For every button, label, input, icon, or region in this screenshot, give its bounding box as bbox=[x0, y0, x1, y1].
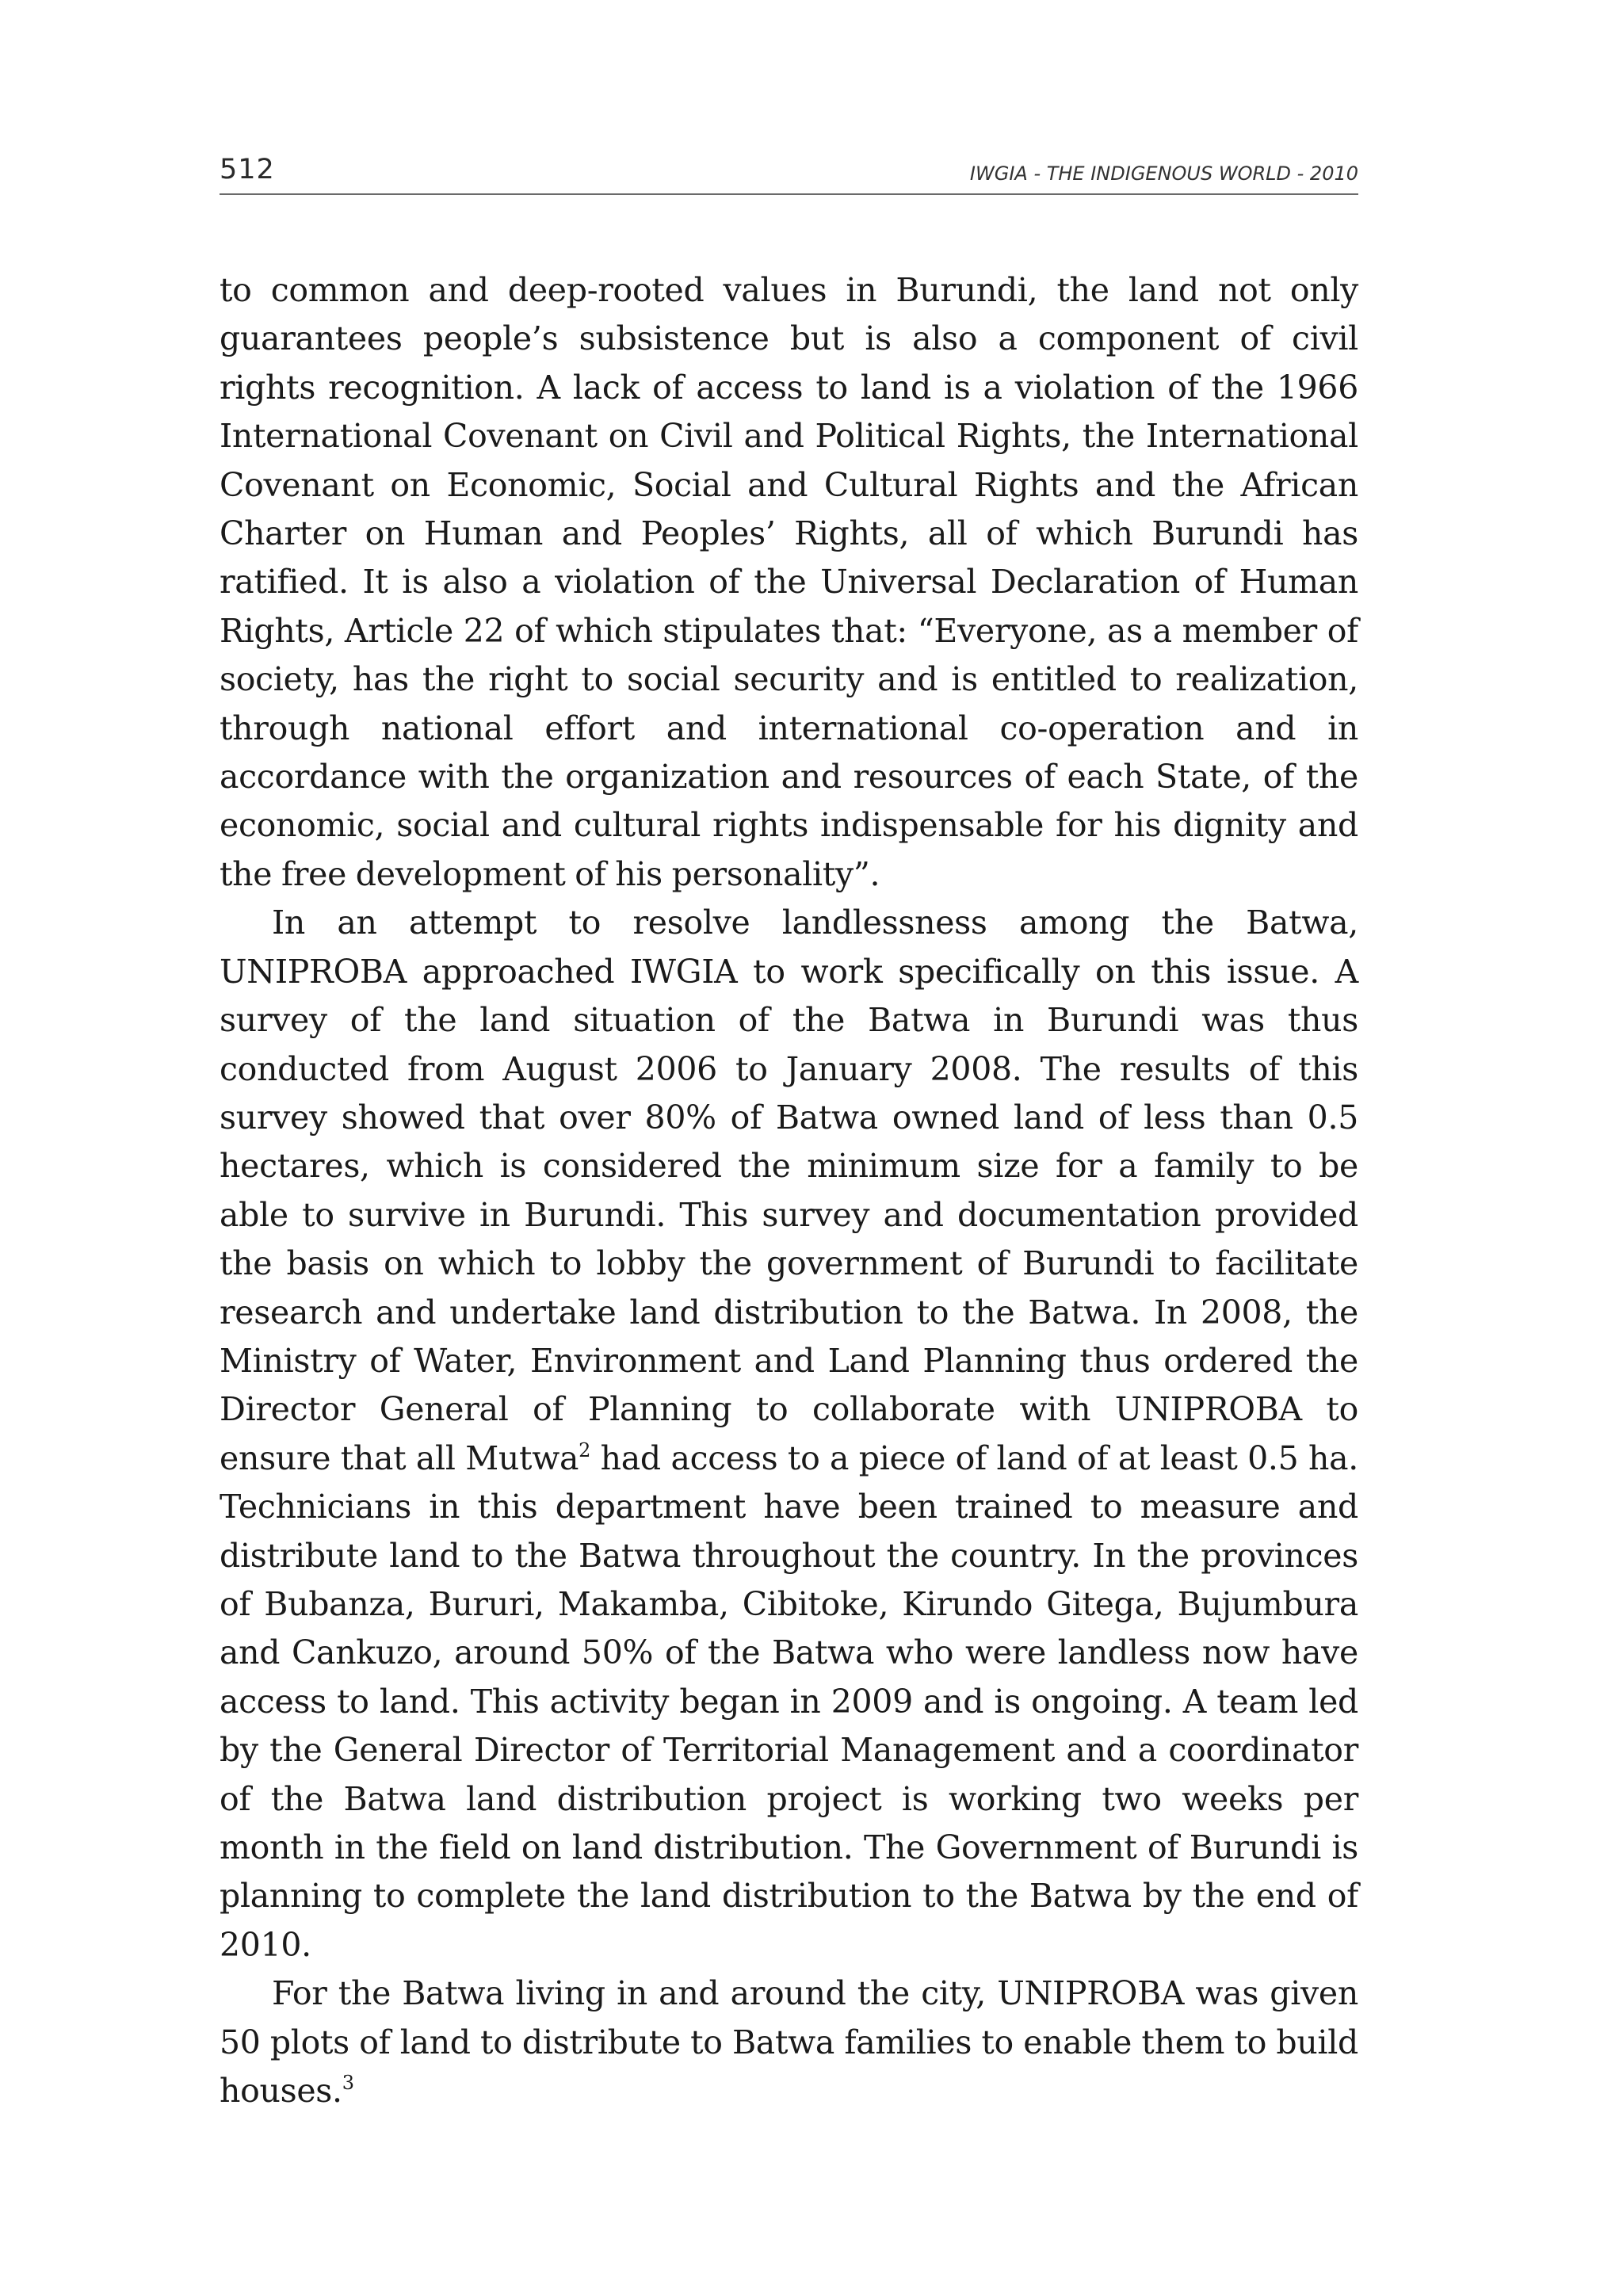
paragraph-text: In an attempt to resolve landlessness among the Batwa, UNIPROBA approached IWGIA to work specifically on this issue. A survey of the land situation of the Batwa in Burundi was thus conducted from August 2006 to January 2008. The results of this survey showed that over 80% of Batwa owned land of less than 0.5 hectares, which is considered the minimum size for a family to be able to survive in Burundi. This survey and documentation provided the basis on which to lobby the government of Burundi to facilitate research and undertake land distribution to the Batwa. In 2008, the Ministry of Water, Environment and Land Planning thus ordered the Director General of Planning to collaborate with UNIPROBA to ensure that all Mutwa bbox=[220, 904, 1358, 1477]
paragraph-text: had access to a piece of land of at least 0.5 ha. Technicians in this department have been trained to measure and distribute land to the Batwa throughout the country. In the provinces of Bubanza, Bururi, Makamba, Cibitoke, Kirundo Gitega, Bujumbura and Cankuzo, around 50% of the Batwa who were landless now have access to land. This activity began in 2009 and is ongoing. A team led by the General Director of Territorial Management and a coordinator of the Batwa land distribution project is working two weeks per month in the field on land distribution. The Government of Burundi is planning to complete the land distribution to the Batwa by the end of 2010. bbox=[220, 1438, 1358, 1964]
paragraph-city-plots bbox=[220, 1969, 1358, 2115]
running-header bbox=[220, 152, 1358, 195]
page-number: 512 bbox=[220, 154, 275, 185]
publication-title: IWGIA - THE INDIGENOUS WORLD - 2010 bbox=[969, 162, 1358, 185]
paragraph-land-survey bbox=[220, 899, 1358, 1969]
paragraph-text: to common and deep-rooted values in Burundi, the land not only guarantees people’s subsistence but is also a component of civil rights recognition. A lack of access to land is a violation of the 1966 International Covenant on Civil and Political Rights, the International Covenant on Economic, Social and Cultural Rights and the African Charter on Human and Peoples’ Rights, all of which Burundi has ratified. It is also a violation of the Universal Declaration of Human Rights, Article 22 of which stipulates that: “Everyone, as a member of society, has the right to social security and is entitled to realization, through national effort and international co-operation and in accordance with the organization and resources of each State, of the economic, social and cultural rights indispensable for his dignity and the free development of his personality”. bbox=[220, 271, 1358, 893]
body-text bbox=[220, 266, 1358, 2115]
footnote-ref-2[interactable]: 2 bbox=[579, 1438, 591, 1461]
paragraph-text: For the Batwa living in and around the city, UNIPROBA was given 50 plots of land to distribute to Batwa families to enable them to build houses. bbox=[220, 1974, 1358, 2111]
footnote-ref-3[interactable]: 3 bbox=[342, 2072, 354, 2095]
paragraph-continued bbox=[220, 266, 1358, 899]
